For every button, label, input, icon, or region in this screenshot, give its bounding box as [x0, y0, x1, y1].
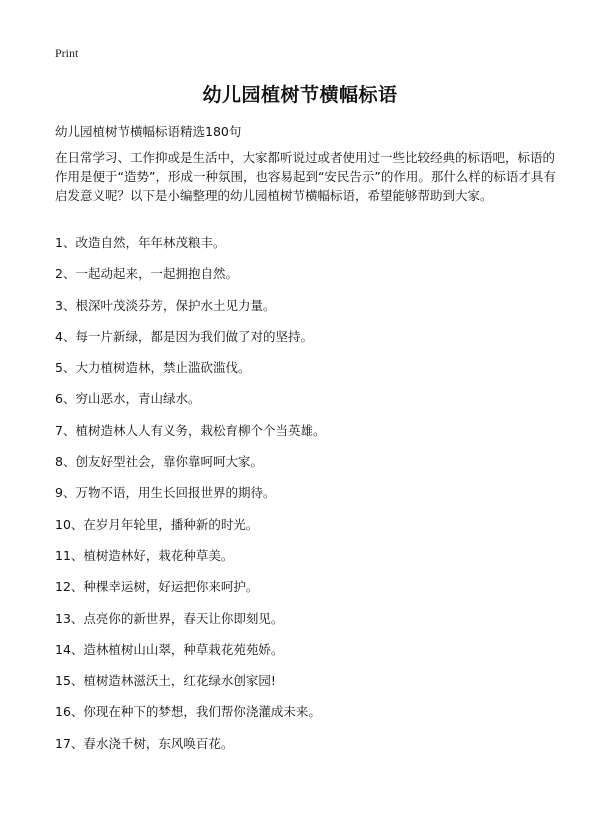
slogan-item: 10、在岁月年轮里，播种新的时光。 — [55, 516, 259, 532]
slogan-item: 5、大力植树造林，禁止滥砍滥伐。 — [55, 360, 251, 376]
intro-paragraph: 在日常学习、工作抑或是生活中，大家都听说过或者使用过一些比较经典的标语吧，标语的作用是便于“造势”，形成一种氛围，也容易起到“安民告示”的作用。那什么样的标语才具有启发意义呢？以下是小编整理的幼儿园植树节横幅标语，希望能够帮助到大家。 — [55, 150, 556, 203]
slogan-item: 13、点亮你的新世界，春天让你即刻见。 — [55, 610, 284, 626]
slogan-item: 6、穷山恶水，青山绿水。 — [55, 391, 201, 407]
slogan-item: 4、每一片新绿，都是因为我们做了对的坚持。 — [55, 328, 313, 344]
slogan-item: 14、造林植树山山翠，种草栽花苑苑娇。 — [55, 641, 284, 657]
slogan-list — [55, 234, 560, 766]
slogan-item: 11、植树造林好，栽花种草美。 — [55, 547, 234, 563]
page-title: 幼儿园植树节横幅标语 — [202, 84, 398, 106]
slogan-item: 16、你现在种下的梦想，我们帮你浇灌成未来。 — [55, 704, 321, 720]
print-link[interactable]: Print — [55, 46, 79, 60]
slogan-item: 12、种棵幸运树，好运把你来呵护。 — [55, 579, 259, 595]
slogan-item: 1、改造自然，年年林茂粮丰。 — [55, 235, 226, 250]
slogan-item: 17、春水浇千树，东风唤百花。 — [55, 735, 234, 751]
slogan-item: 9、万物不语，用生长回报世界的期待。 — [55, 485, 276, 501]
slogan-item: 7、植树造林人人有义务，栽松育柳个个当英雄。 — [55, 422, 326, 438]
slogan-item: 8、创友好型社会，靠你靠呵呵大家。 — [55, 454, 263, 470]
slogan-item: 3、根深叶茂淡芬芳，保护水土见力量。 — [55, 297, 276, 313]
slogan-item: 15、植树造林滋沃土，红花绿水创家园! — [55, 673, 276, 689]
page-subtitle: 幼儿园植树节横幅标语精选180句 — [55, 124, 242, 139]
slogan-item: 2、一起动起来，一起拥抱自然。 — [55, 266, 238, 282]
